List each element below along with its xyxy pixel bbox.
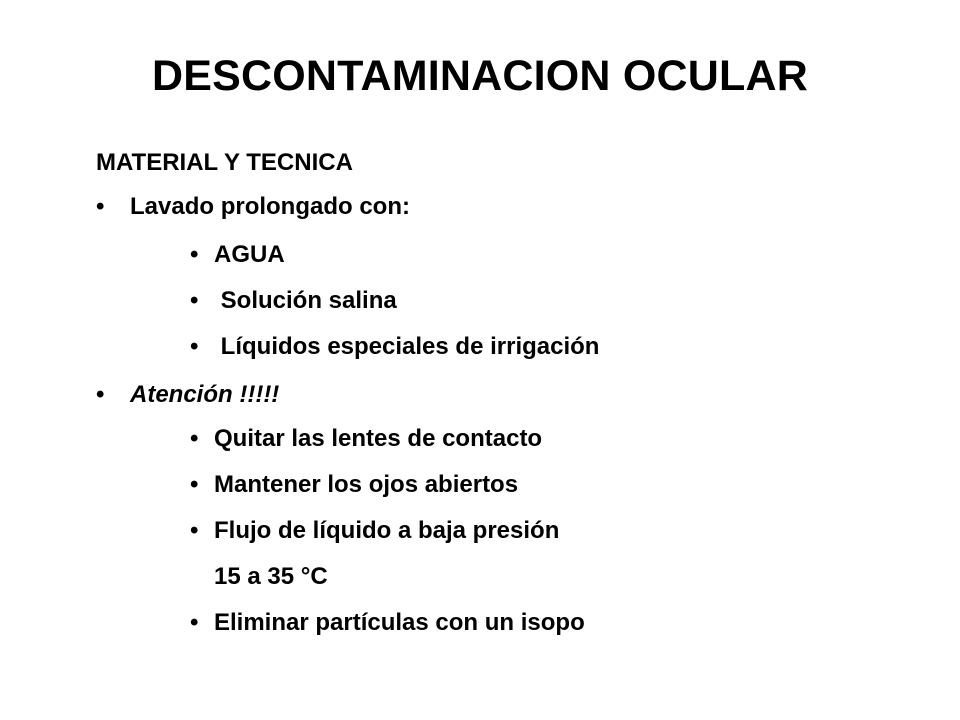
bullet-icon: • <box>190 241 199 268</box>
sub-item-text: Líquidos especiales de irrigación <box>214 333 600 360</box>
bullet-icon: • <box>190 471 199 498</box>
section-heading: MATERIAL Y TECNICA <box>96 149 353 176</box>
bullet-icon: • <box>190 333 199 360</box>
bullet-text: Atención !!!!! <box>130 381 280 408</box>
bullet-icon: • <box>190 609 199 636</box>
sub-item-text: Solución salina <box>214 287 397 314</box>
sub-item-text: AGUA <box>214 241 285 268</box>
bullet-icon: • <box>96 381 105 408</box>
bullet-icon: • <box>190 287 199 314</box>
bullet-icon: • <box>190 517 199 544</box>
sub-item-text: Flujo de líquido a baja presión <box>214 517 560 544</box>
bullet-icon: • <box>96 193 105 220</box>
temperature-text: 15 a 35 °C <box>214 563 328 590</box>
bullet-text: Lavado prolongado con: <box>130 193 410 220</box>
sub-item-text: Eliminar partículas con un isopo <box>214 609 585 636</box>
bullet-icon: • <box>190 425 199 452</box>
slide-title: DESCONTAMINACION OCULAR <box>152 52 808 100</box>
sub-item-text: Mantener los ojos abiertos <box>214 471 519 498</box>
sub-item-text: Quitar las lentes de contacto <box>214 425 543 452</box>
